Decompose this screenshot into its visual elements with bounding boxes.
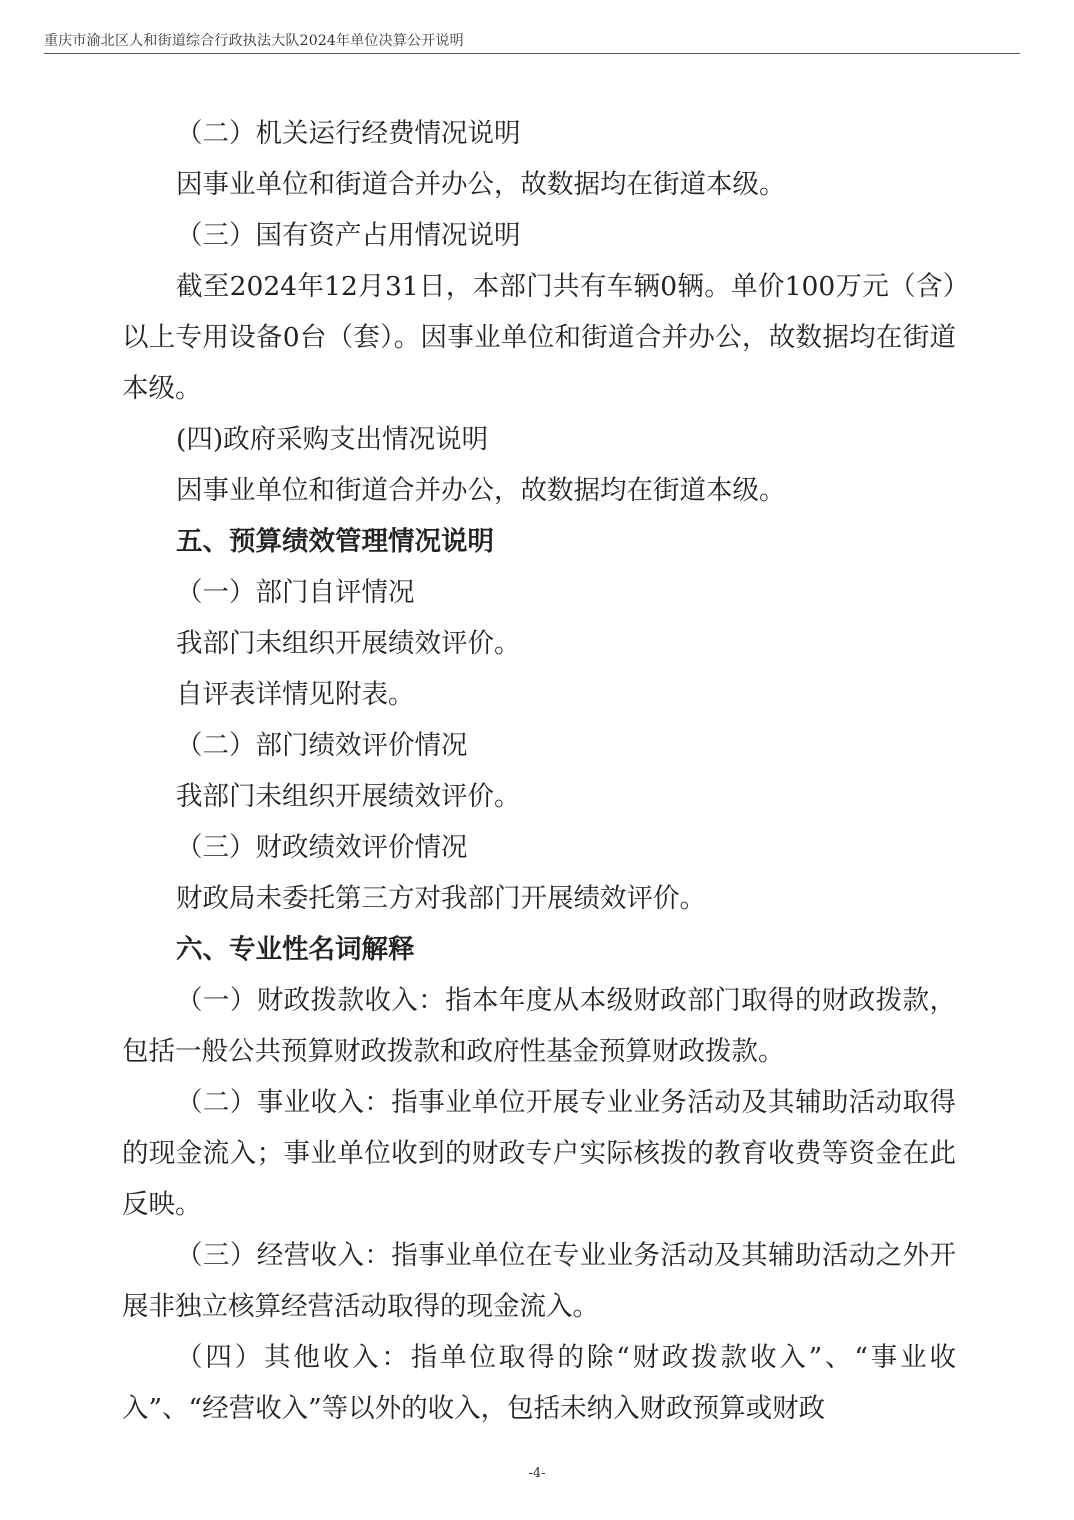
section-state-assets-title: （三）国有资产占用情况说明	[176, 220, 521, 251]
section-operating-costs-title: （二）机关运行经费情况说明	[176, 118, 521, 149]
heading-glossary: 六、专业性名词解释	[176, 934, 415, 965]
header-divider	[44, 53, 1020, 54]
heading-performance-management: 五、预算绩效管理情况说明	[176, 526, 494, 557]
section-self-evaluation-note: 自评表详情见附表。	[176, 679, 415, 710]
section-finance-evaluation-title: （三）财政绩效评价情况	[176, 832, 468, 863]
document-body	[122, 108, 956, 1434]
section-dept-evaluation-title: （二）部门绩效评价情况	[176, 730, 468, 761]
glossary-term-other-income: （四）其他收入：指单位取得的除“财政拨款收入”、“事业收入”、“经营收入”等以外的收入，包括未纳入财政预算或财政	[122, 1342, 956, 1424]
glossary-term-operating-income: （三）经营收入：指事业单位在专业业务活动及其辅助活动之外开展非独立核算经营活动取得的现金流入。	[122, 1240, 956, 1322]
section-self-evaluation-body: 我部门未组织开展绩效评价。	[176, 628, 521, 659]
glossary-term-business-income: （二）事业收入：指事业单位开展专业业务活动及其辅助活动取得的现金流入；事业单位收到的财政专户实际核拨的教育收费等资金在此反映。	[122, 1087, 956, 1220]
page-number: -4-	[528, 1466, 546, 1481]
page-header-title: 重庆市渝北区人和街道综合行政执法大队2024年单位决算公开说明	[44, 33, 464, 49]
glossary-term-fiscal-appropriation: （一）财政拨款收入：指本年度从本级财政部门取得的财政拨款，包括一般公共预算财政拨款和政府性基金预算财政拨款。	[122, 985, 956, 1067]
section-operating-costs-body: 因事业单位和街道合并办公，故数据均在街道本级。	[176, 169, 786, 200]
section-finance-evaluation-body: 财政局未委托第三方对我部门开展绩效评价。	[176, 883, 706, 914]
section-procurement-title: (四)政府采购支出情况说明	[176, 424, 489, 455]
section-procurement-body: 因事业单位和街道合并办公，故数据均在街道本级。	[176, 475, 786, 506]
section-dept-evaluation-body: 我部门未组织开展绩效评价。	[176, 781, 521, 812]
section-self-evaluation-title: （一）部门自评情况	[176, 577, 415, 608]
section-state-assets-body: 截至2024年12月31日，本部门共有车辆0辆。单价100万元（含）以上专用设备0台（套）。因事业单位和街道合并办公，故数据均在街道本级。	[122, 271, 956, 404]
